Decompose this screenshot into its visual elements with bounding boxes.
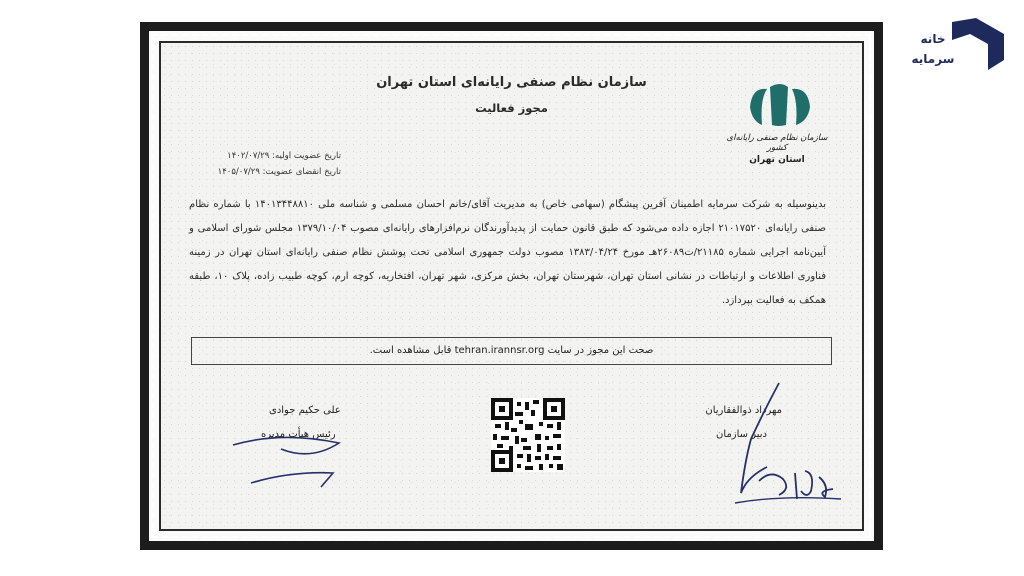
- brand-name-line1: خانه: [920, 32, 946, 46]
- right-signer-name: مهرداد ذوالفقاریان: [705, 405, 782, 416]
- membership-expiry-date: تاریخ انقضای عضویت: ۱۴۰۵/۰۷/۲۹: [217, 167, 341, 177]
- certificate-subtitle: مجوز فعالیت: [475, 101, 548, 115]
- brand-logo: [900, 14, 1010, 78]
- certificate-body: [159, 41, 864, 531]
- org-logo: [722, 77, 832, 177]
- certificate-body-text: بدینوسیله به شرکت سرمایه اطمینان آفرین پیشگام (سهامی خاص) به مدیریت آقای/خانم احسان مسلمی و شناسه ملی ۱۴۰۱۳۴۴۸۸۱۰ با شماره نظام صنفی رایانه‌ای ۲۱۰۱۷۵۲۰ اجازه داده می‌شود که طبق قانون حمایت از پدیدآورندگان نرم‌افزارهای رایانه‌ای مصوب ۱۳۷۹/۱۰/۰۴ مجلس شورای اسلامی و آیین‌نامه اجرایی شماره ۲۱۱۸۵/ت۲۶۰۸۹هـ مورخ ۱۳۸۳/۰۴/۲۴ مصوب دولت جمهوری اسلامی تحت پوشش نظام صنفی رایانه‌ای استان تهران در زمینه فناوری اطلاعات و ارتباطات در نشانی استان تهران، شهرستان تهران، بخش مرکزی، شهر تهران، افتخاریه، کوچه ارم، کوچه طبیب زاده، پلاک ۱۰، طبقه همکف به فعالیت بپردازد.: [189, 199, 826, 306]
- first-membership-date: تاریخ عضویت اولیه: ۱۴۰۲/۰۷/۲۹: [227, 151, 341, 161]
- brand-name-line2: سرمایه: [911, 52, 955, 66]
- org-province: استان تهران: [749, 155, 805, 165]
- brand-house-icon: [900, 14, 1010, 78]
- verification-box: [191, 337, 832, 365]
- right-signer-title: دبیر سازمان: [716, 429, 767, 440]
- certificate-frame: [140, 22, 883, 550]
- right-signature-icon: [701, 373, 851, 513]
- qr-code-icon: [491, 398, 565, 472]
- left-signature-icon: [221, 421, 361, 491]
- left-signer-title: رئیس هیأت مدیره: [261, 429, 336, 440]
- left-signer-name: علی حکیم جوادی: [269, 405, 341, 416]
- verification-text: صحت این مجوز در سایت tehran.irannsr.org قابل مشاهده است.: [369, 345, 654, 356]
- membership-dates: [191, 148, 341, 180]
- org-logo-text: سازمان نظام صنفی رایانه‌ای کشور: [726, 133, 828, 153]
- certificate-title: سازمان نظام صنفی رایانه‌ای استان تهران: [376, 75, 647, 90]
